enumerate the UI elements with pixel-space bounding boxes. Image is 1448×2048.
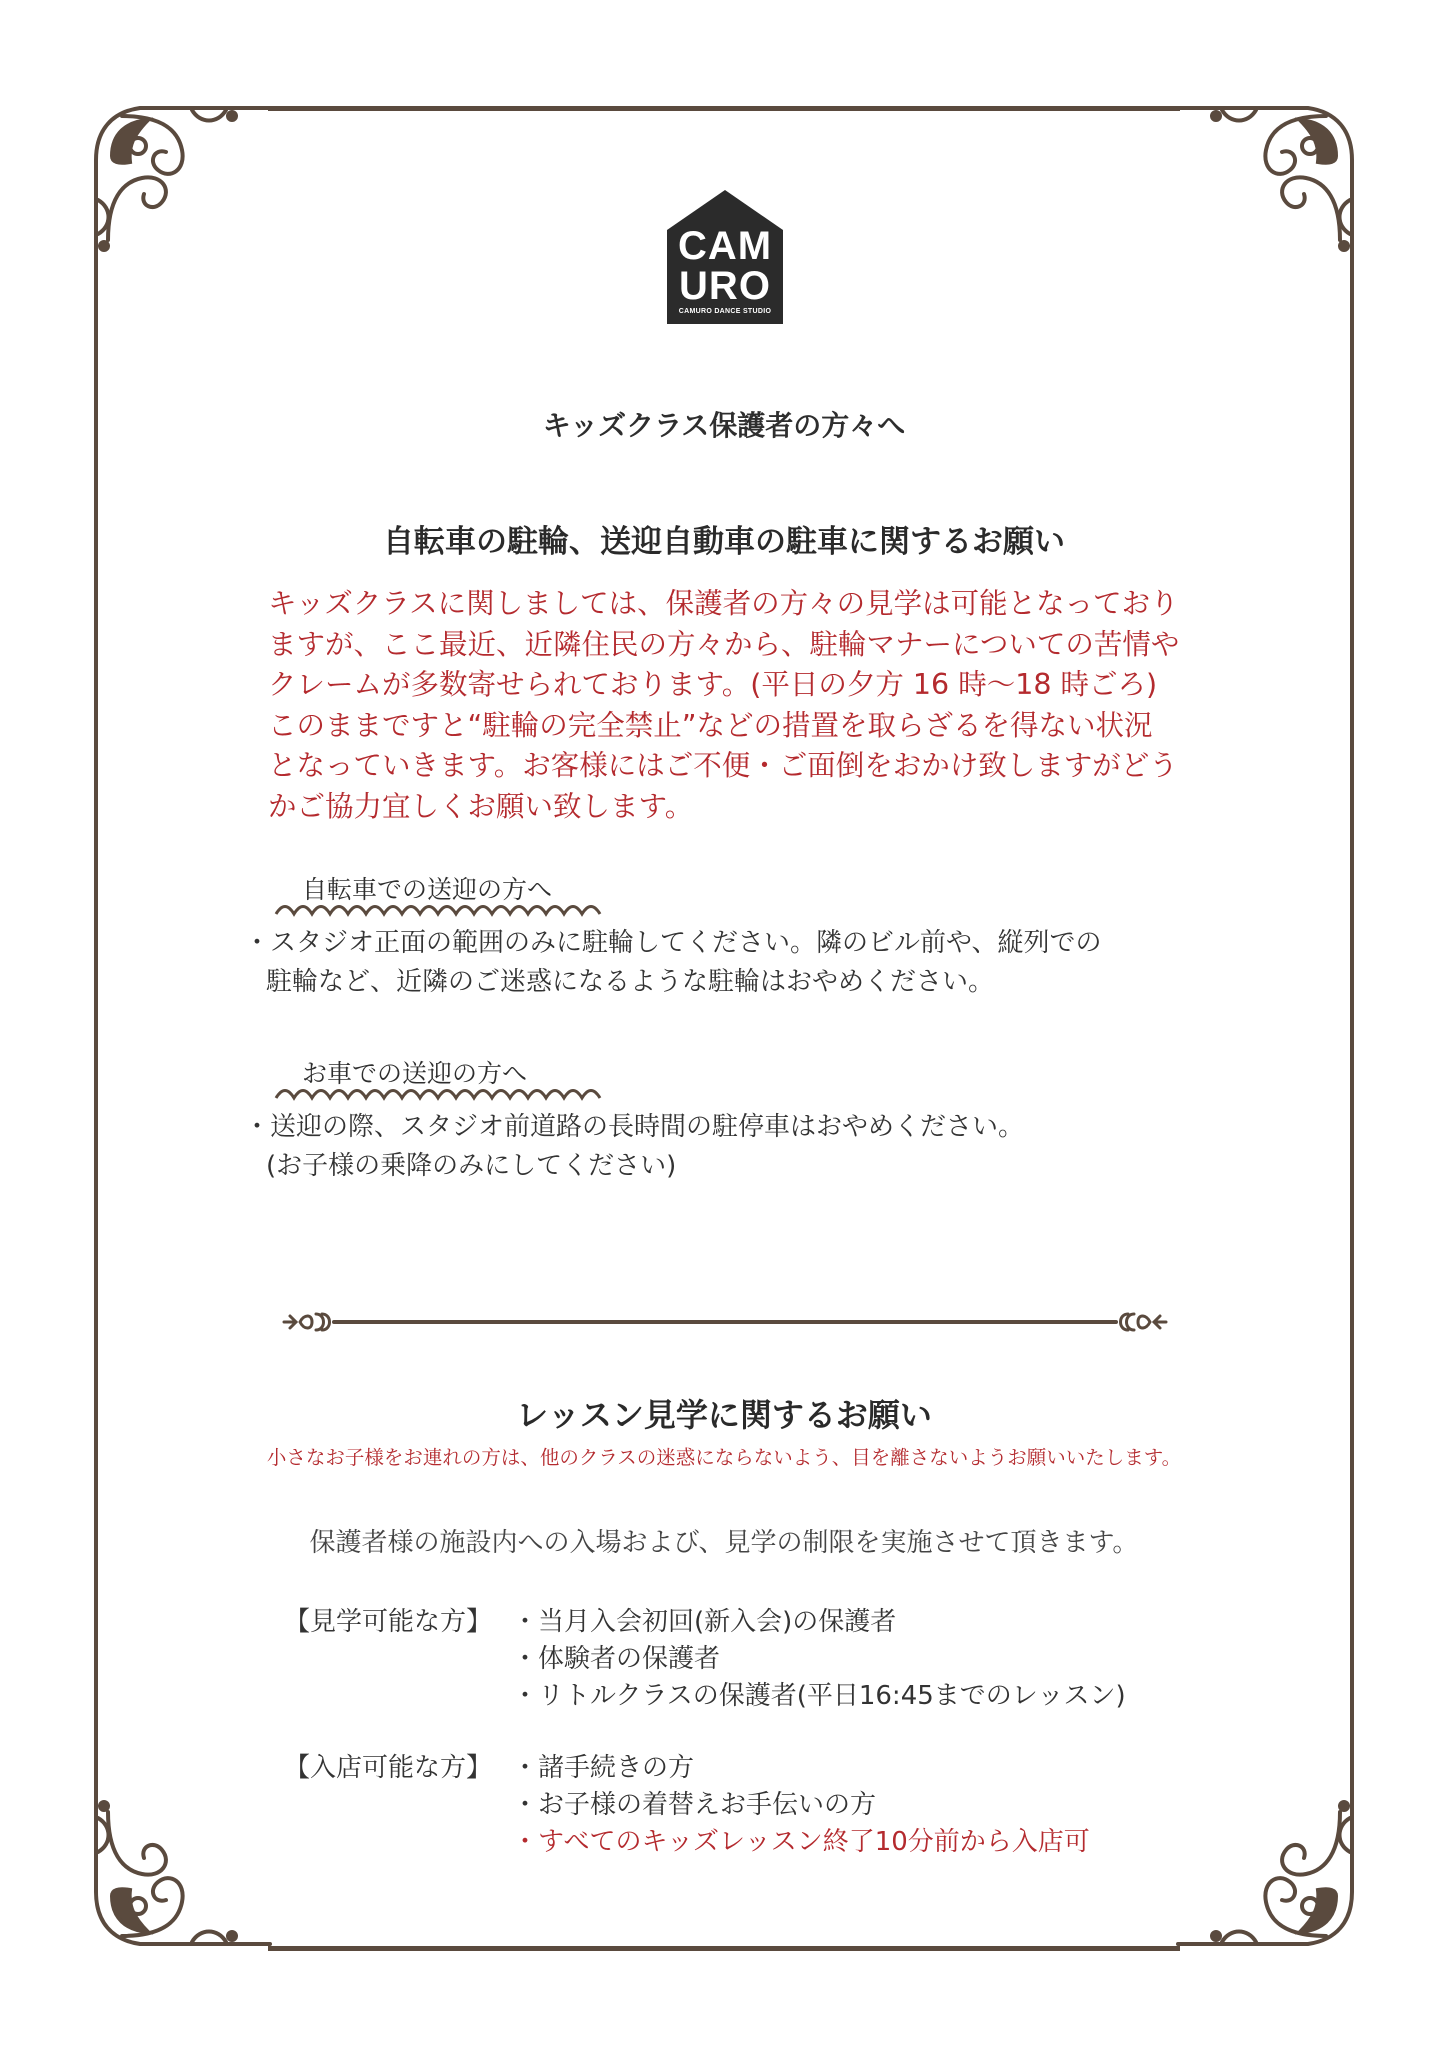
bicycle-line-2: 駐輪など、近隣のご迷惑になるような駐輪はおやめください。 xyxy=(266,967,995,997)
parking-notice-line: クレームが多数寄せられております。(平日の夕方 16 時〜18 時ごろ) xyxy=(268,668,1158,701)
car-line-1: ・送迎の際、スタジオ前道路の長時間の駐停車はおやめください。 xyxy=(244,1112,1025,1142)
list-item: ・諸手続きの方 xyxy=(512,1753,695,1783)
parking-notice xyxy=(268,584,1228,827)
lesson-restriction-text: 保護者様の施設内への入場および、見学の制限を実施させて頂きます。 xyxy=(309,1528,1139,1558)
bicycle-line-1: ・スタジオ正面の範囲のみに駐輪してください。隣のビル前や、縦列での xyxy=(244,928,1102,958)
parking-notice-line: ますが、ここ最近、近隣住民の方々から、駐輪マナーについての苦情や xyxy=(268,627,1180,661)
parking-notice-line: となっていきます。お客様にはご不便・ご面倒をおかけ致しますがどう xyxy=(268,749,1178,782)
list-item: ・お子様の着替えお手伝いの方 xyxy=(512,1790,877,1820)
list-item-highlight: ・すべてのキッズレッスン終了10分前から入店可 xyxy=(512,1827,1090,1857)
car-body xyxy=(244,1108,1024,1186)
entry-label: 【入店可能な方】 xyxy=(284,1753,493,1783)
observers-label: 【見学可能な方】 xyxy=(284,1607,493,1637)
logo-subtitle: CAMURO DANCE STUDIO xyxy=(678,308,772,315)
frame-top-border xyxy=(268,106,1180,111)
car-heading: お車での送迎の方へ xyxy=(302,1059,528,1088)
car-line-2: (お子様の乗降のみにしてください) xyxy=(266,1151,677,1181)
to-parents-heading: キッズクラス保護者の方々へ xyxy=(542,409,906,442)
observers-list xyxy=(512,1604,1126,1715)
corner-ornament-bottom-left-icon xyxy=(82,1772,272,1962)
corner-ornament-top-right-icon xyxy=(1176,90,1366,280)
list-item: ・当月入会初回(新入会)の保護者 xyxy=(512,1607,897,1637)
corner-ornament-top-left-icon xyxy=(82,90,272,280)
logo-line-2: URO xyxy=(679,264,771,308)
wave-underline-icon xyxy=(274,1086,604,1102)
list-item: ・体験者の保護者 xyxy=(512,1644,721,1674)
logo-line-1: CAM xyxy=(677,224,773,268)
lesson-small-notice: 小さなお子様をお連れの方は、他のクラスの迷惑にならないよう、目を離さないようお願いいたします。 xyxy=(266,1446,1182,1469)
wave-underline-icon xyxy=(274,902,604,918)
ornamental-divider-icon xyxy=(282,1310,1168,1334)
entry-list xyxy=(512,1750,1090,1861)
bicycle-body xyxy=(244,924,1101,1002)
parking-notice-line: キッズクラスに関しましては、保護者の方々の見学は可能となっており xyxy=(268,587,1179,620)
corner-ornament-bottom-right-icon xyxy=(1176,1772,1366,1962)
list-item: ・リトルクラスの保護者(平日16:45までのレッスン) xyxy=(512,1681,1126,1711)
frame-bottom-border xyxy=(268,1946,1180,1951)
camuro-logo xyxy=(667,190,783,324)
parking-notice-line: このままですと“駐輪の完全禁止”などの措置を取らざるを得ない状況 xyxy=(268,708,1153,742)
parking-title: 自転車の駐輪、送迎自動車の駐車に関するお願い xyxy=(383,524,1065,560)
lesson-title: レッスン見学に関するお願い xyxy=(516,1396,932,1434)
parking-notice-line: かご協力宜しくお願い致します。 xyxy=(268,789,694,823)
bicycle-heading: 自転車での送迎の方へ xyxy=(302,875,553,904)
